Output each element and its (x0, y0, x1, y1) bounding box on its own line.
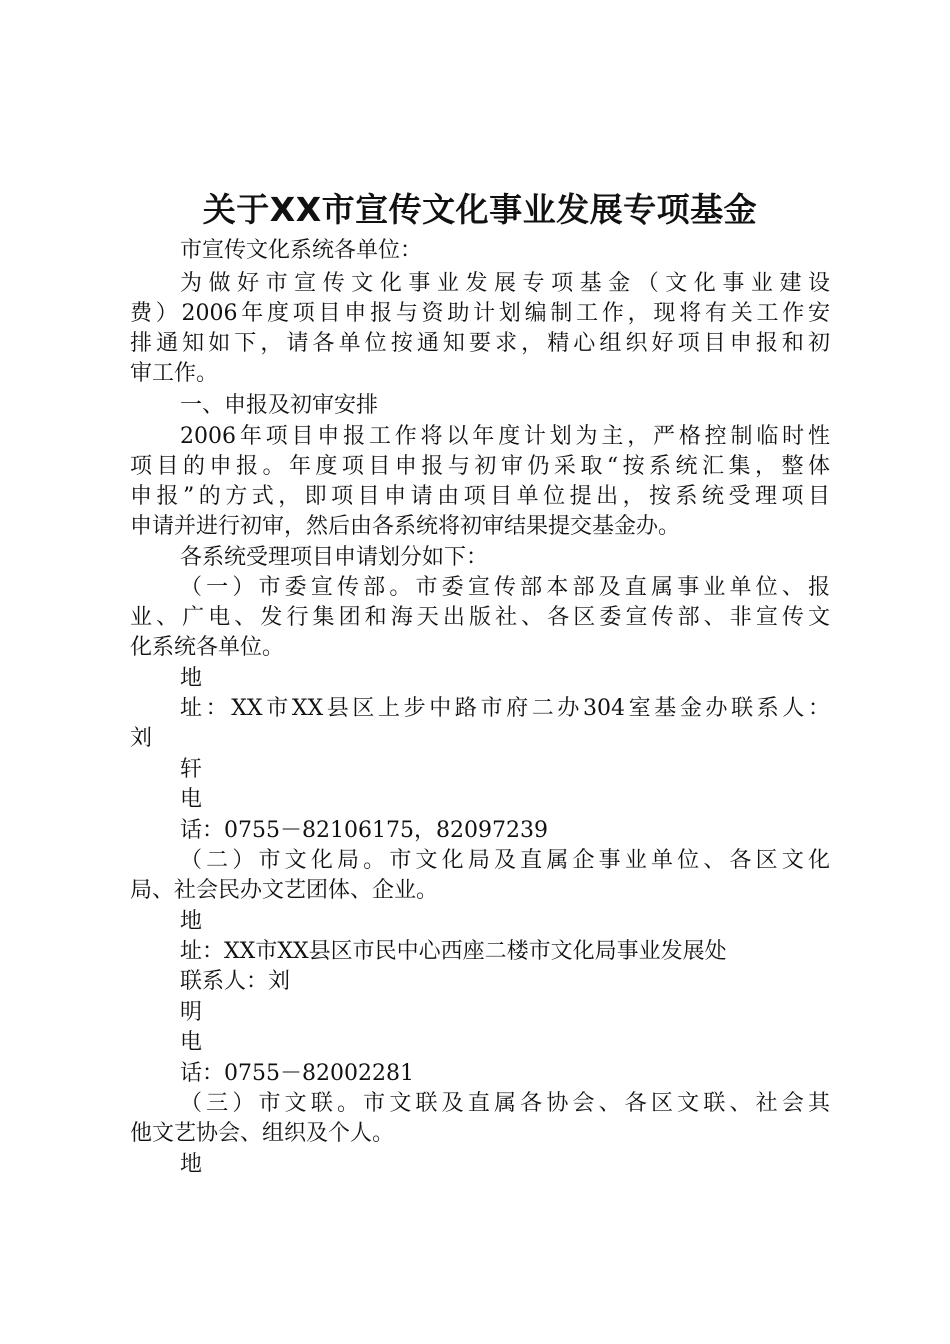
paragraph-line: 为做好市宣传文化事业发展专项基金（文化事业建设 (180, 271, 830, 296)
paragraph-line: （一）市委宣传部。市委宣传部本部及直属事业单位、报 (180, 575, 830, 600)
paragraph-line: 审工作。 (130, 361, 219, 386)
section-heading: 一、申报及初审安排 (180, 393, 379, 418)
paragraph-line: 局、社会民办文艺团体、企业。 (130, 878, 439, 903)
phone-line: 话：0755－82002281 (180, 1061, 414, 1086)
address-line: 址：XX市XX县区上步中路市府二办304室基金办联系人： (180, 696, 830, 721)
paragraph-line: 项目的申报。年度项目申报与初审仍采取“按系统汇集，整体 (130, 454, 830, 479)
paragraph-line: 业、广电、发行集团和海天出版社、各区委宣传部、非宣传文 (130, 605, 830, 630)
paragraph-line: 他文艺协会、组织及个人。 (130, 1121, 395, 1146)
phone-label: 电 (180, 1030, 203, 1055)
phone-label: 电 (180, 787, 203, 812)
paragraph-line: （三）市文联。市文联及直属各协会、各区文联、社会其 (180, 1091, 830, 1116)
paragraph-line: 申请并进行初审，然后由各系统将初审结果提交基金办。 (130, 514, 681, 539)
phone-line: 话：0755－82106175，82097239 (180, 818, 548, 843)
paragraph-line: 各系统受理项目申请划分如下： (180, 545, 489, 570)
contact-line: 轩 (180, 757, 203, 782)
paragraph-line: 申报”的方式，即项目申请由项目单位提出，按系统受理项目 (130, 484, 830, 509)
address-line: 址：XX市XX县区市民中心西座二楼市文化局事业发展处 (180, 939, 727, 964)
contact-line: 明 (180, 1000, 203, 1025)
paragraph-line: 排通知如下，请各单位按通知要求，精心组织好项目申报和初 (130, 331, 830, 356)
contact-line: 刘 (130, 726, 153, 751)
address-label: 地 (180, 1152, 203, 1177)
paragraph-line: （二）市文化局。市文化局及直属企事业单位、各区文化 (180, 848, 830, 873)
paragraph-line: 化系统各单位。 (130, 635, 285, 660)
contact-line: 联系人：刘 (180, 969, 291, 994)
document-title: 关于XX市宣传文化事业发展专项基金 (202, 190, 758, 229)
salutation: 市宣传文化系统各单位： (180, 238, 423, 263)
paragraph-line: 2006年项目申报工作将以年度计划为主，严格控制临时性 (180, 424, 830, 449)
paragraph-line: 费）2006年度项目申报与资助计划编制工作，现将有关工作安 (130, 301, 830, 326)
address-label: 地 (180, 666, 203, 691)
address-label: 地 (180, 909, 203, 934)
